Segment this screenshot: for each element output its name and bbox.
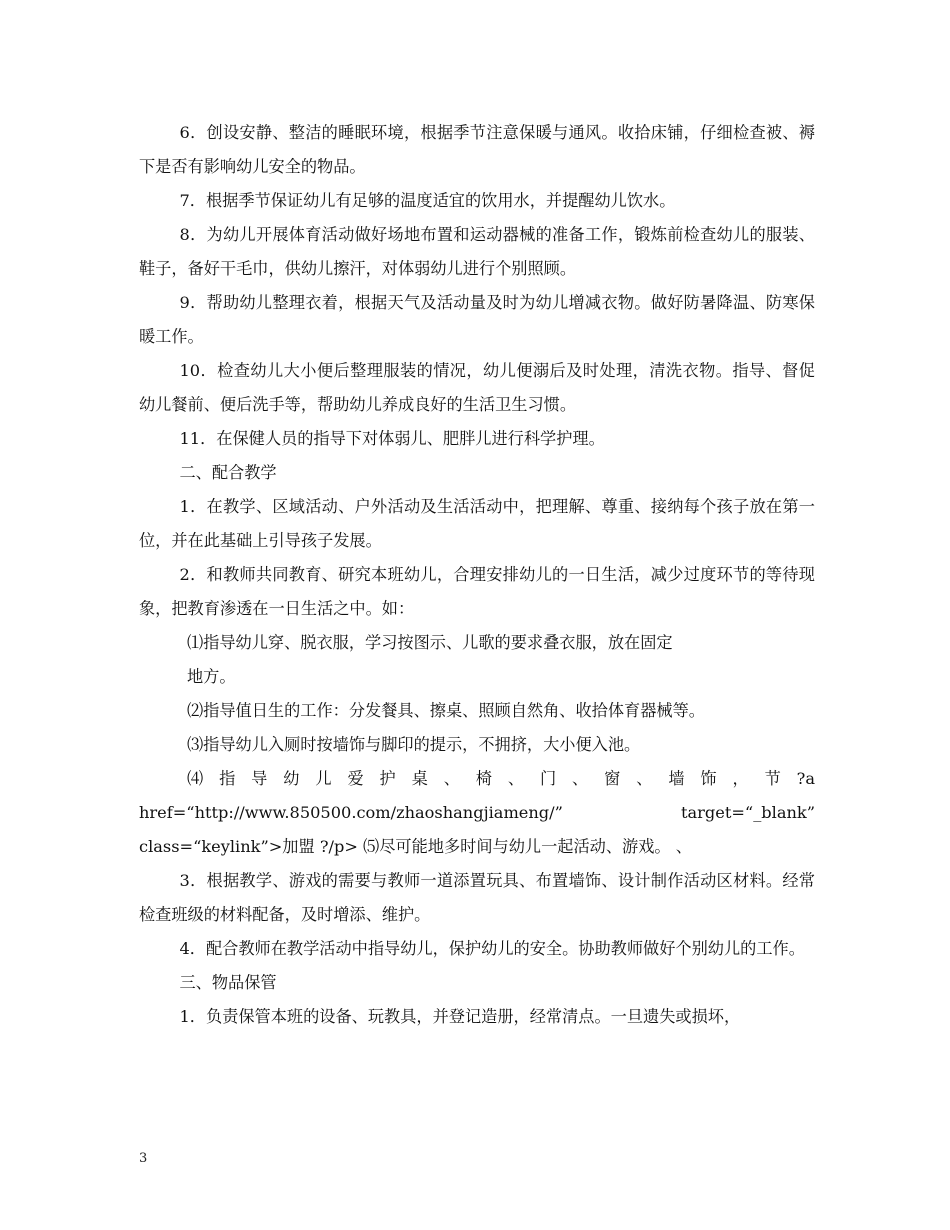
teaching-item-1: 1．在教学、区域活动、户外活动及生活活动中，把理解、尊重、接纳每个孩子放在第一位，并在此基础上引导孩子发展。	[139, 497, 815, 550]
sub-item-3: ⑶指导幼儿入厕时按墙饰与脚印的提示，不拥挤，大小便入池。	[187, 735, 641, 754]
sub-item-1: ⑴指导幼儿穿、脱衣服，学习按图示、儿歌的要求叠衣服，放在固定	[187, 633, 673, 652]
paragraph-10: 10．检查幼儿大小便后整理服装的情况，幼儿便溺后及时处理，清洗衣物。指导、督促幼儿餐前、便后洗手等，帮助幼儿养成良好的生活卫生习惯。	[139, 361, 815, 414]
teaching-item-4: 4．配合教师在教学活动中指导幼儿，保护幼儿的安全。协助教师做好个别幼儿的工作。	[179, 939, 805, 958]
paragraph-7: 7．根据季节保证幼儿有足够的温度适宜的饮用水，并提醒幼儿饮水。	[179, 191, 676, 210]
sub-item-4-5-line: class=“keylink”>加盟 ?/p> ⑸尽可能地多时间与幼儿一起活动、游戏。 、	[139, 837, 692, 856]
section-heading-teaching: 二、配合教学	[179, 463, 277, 482]
page-number: 3	[139, 1151, 148, 1166]
section-heading-storage: 三、物品保管	[179, 973, 277, 992]
sub-item-4-html-line: href=“http://www.850500.com/zhaoshangjiameng/” target=“_blank”	[139, 803, 815, 822]
storage-item-1: 1．负责保管本班的设备、玩教具，并登记造册，经常清点。一旦遗失或损坏，	[179, 1007, 741, 1026]
teaching-item-2: 2．和教师共同教育、研究本班幼儿，合理安排幼儿的一日生活，减少过度环节的等待现象，把教育渗透在一日生活之中。如：	[139, 565, 815, 618]
paragraph-9: 9．帮助幼儿整理衣着，根据天气及活动量及时为幼儿增减衣物。做好防暑降温、防寒保暖工作。	[139, 293, 815, 346]
sub-item-1-continued: 地方。	[187, 667, 236, 686]
paragraph-8: 8．为幼儿开展体育活动做好场地布置和运动器械的准备工作，锻炼前检查幼儿的服装、鞋子，备好干毛巾，供幼儿擦汗，对体弱幼儿进行个别照顾。	[139, 225, 815, 278]
document-body	[139, 116, 815, 1034]
sub-item-4: ⑷ 指 导 幼 儿 爱 护 桌 、 椅 、 门 、 窗 、 墙 饰 ， 节 ?a	[187, 769, 815, 788]
teaching-item-3: 3．根据教学、游戏的需要与教师一道添置玩具、布置墙饰、设计制作活动区材料。经常检查班级的材料配备，及时增添、维护。	[139, 871, 815, 924]
paragraph-11: 11．在保健人员的指导下对体弱儿、肥胖儿进行科学护理。	[179, 429, 605, 448]
paragraph-6: 6．创设安静、整洁的睡眠环境，根据季节注意保暖与通风。收拾床铺，仔细检查被、褥下是否有影响幼儿安全的物品。	[139, 123, 815, 176]
sub-item-2: ⑵指导值日生的工作：分发餐具、擦桌、照顾自然角、收拾体育器械等。	[187, 701, 705, 720]
